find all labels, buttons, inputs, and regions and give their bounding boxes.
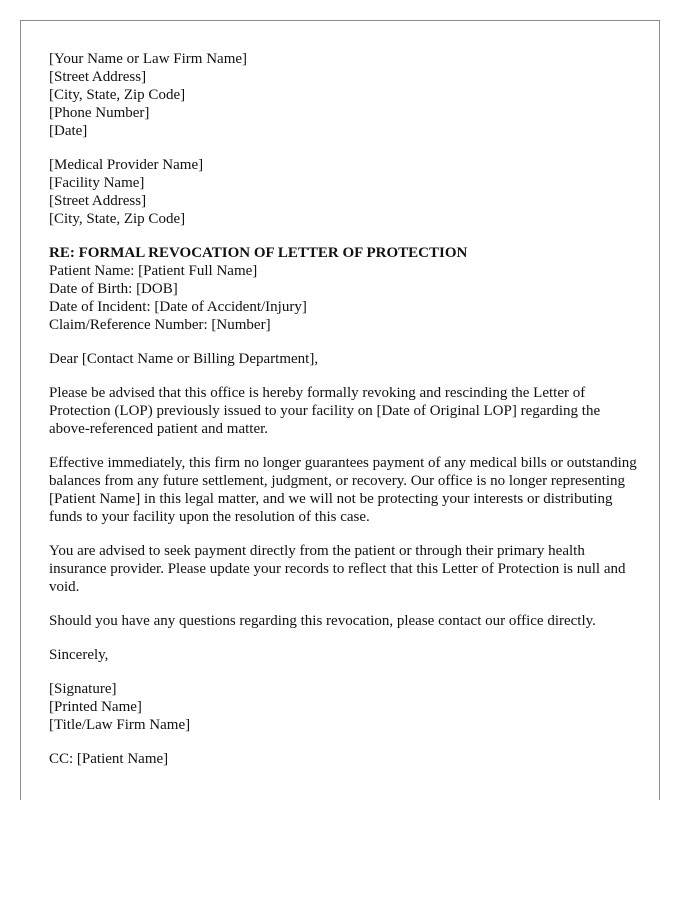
body-paragraph-4: Should you have any questions regarding this revocation, please contact our office directly. <box>49 613 596 629</box>
sender-address-block <box>49 50 659 140</box>
sender-city-state-zip: [City, State, Zip Code] <box>49 87 186 103</box>
subject-heading: RE: FORMAL REVOCATION OF LETTER OF PROTECTION <box>49 245 468 261</box>
body-paragraph-1: Please be advised that this office is hereby formally revoking and rescinding the Letter of Protection (LOP) previously issued to your facility on [Date of Original LOP] regarding the above-referenced patient and matter. <box>49 385 601 437</box>
body-paragraph-2: Effective immediately, this firm no longer guarantees payment of any medical bills or outstanding balances from any future settlement, judgment, or recovery. Our office is no longer representing [Patient Name] in this legal matter, and we will not be protecting your interests or distributing funds to your facility upon the resolution of this case. <box>49 455 637 525</box>
recipient-city-state-zip: [City, State, Zip Code] <box>49 211 186 227</box>
cc-block <box>49 750 659 768</box>
recipient-provider: [Medical Provider Name] <box>49 157 204 173</box>
closing: Sincerely, <box>49 647 109 663</box>
letter-page <box>20 20 660 800</box>
subject-claim-number: Claim/Reference Number: [Number] <box>49 317 271 333</box>
subject-incident-date: Date of Incident: [Date of Accident/Injury] <box>49 299 307 315</box>
recipient-street: [Street Address] <box>49 193 147 209</box>
cc-line: CC: [Patient Name] <box>49 751 169 767</box>
recipient-address-block <box>49 156 659 228</box>
signature-line: [Signature] <box>49 681 117 697</box>
sender-street: [Street Address] <box>49 69 147 85</box>
letter-date: [Date] <box>49 123 88 139</box>
subject-block <box>49 244 659 334</box>
subject-patient-name: Patient Name: [Patient Full Name] <box>49 263 258 279</box>
signature-block <box>49 680 659 734</box>
subject-dob: Date of Birth: [DOB] <box>49 281 178 297</box>
recipient-facility: [Facility Name] <box>49 175 145 191</box>
sender-phone: [Phone Number] <box>49 105 150 121</box>
printed-name: [Printed Name] <box>49 699 142 715</box>
sender-name: [Your Name or Law Firm Name] <box>49 51 248 67</box>
signer-title: [Title/Law Firm Name] <box>49 717 191 733</box>
salutation: Dear [Contact Name or Billing Department], <box>49 351 319 367</box>
body-paragraph-3: You are advised to seek payment directly from the patient or through their primary health insurance provider. Please update your records to reflect that this Letter of Protection is null and void. <box>49 543 626 595</box>
